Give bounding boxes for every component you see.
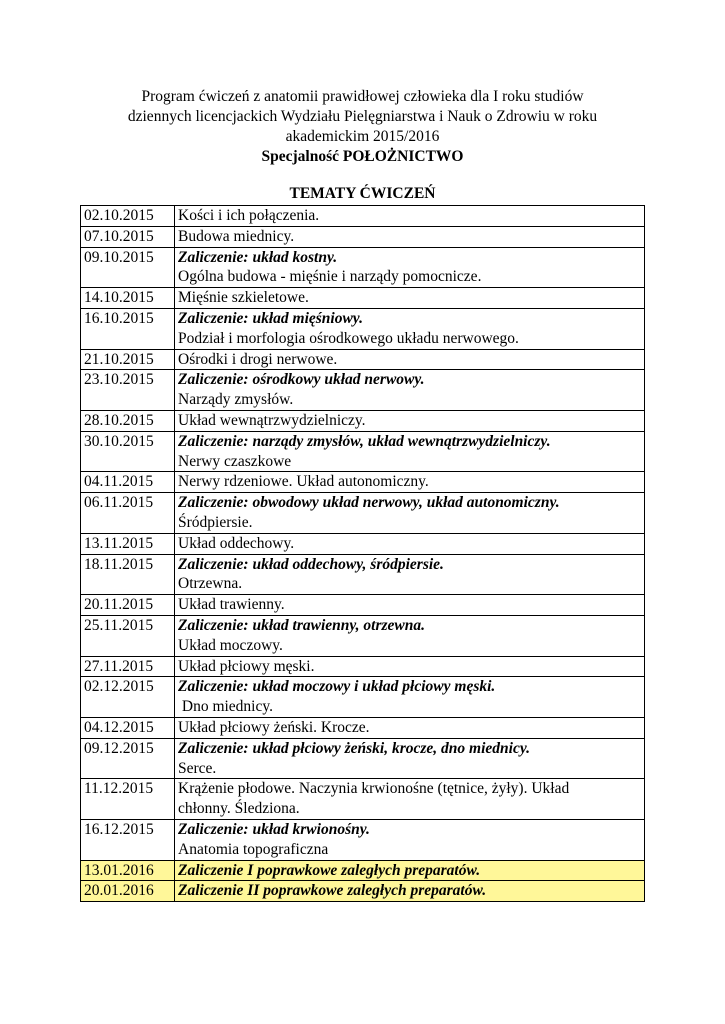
exam-label: Zaliczenie: narządy zmysłów, układ wewnątrzwydzielniczy.	[178, 432, 551, 450]
exam-label: Zaliczenie I poprawkowe zaległych preparatów.	[178, 861, 481, 879]
topic-text: Ośrodki i drogi nerwowe.	[178, 350, 338, 368]
row-date: 04.12.2015	[81, 717, 175, 738]
row-topic	[175, 247, 645, 288]
row-date: 02.12.2015	[81, 677, 175, 718]
exam-label: Zaliczenie: układ oddechowy, śródpiersie.	[178, 555, 444, 573]
exam-label: Zaliczenie: ośrodkowy układ nerwowy.	[178, 371, 425, 389]
table-row	[81, 615, 645, 656]
topic-text: Układ płciowy żeński. Krocze.	[178, 718, 370, 736]
table-row	[81, 533, 645, 554]
table-row	[81, 226, 645, 247]
topic-text: Serce.	[178, 759, 217, 777]
table-row	[81, 472, 645, 493]
table-row	[81, 677, 645, 718]
specialty-title: Specjalność POŁOŻNICTWO	[261, 148, 464, 165]
row-date: 30.10.2015	[81, 431, 175, 472]
exam-label: Zaliczenie: obwodowy układ nerwowy, układ autonomiczny.	[178, 494, 560, 512]
topic-text: Mięśnie szkieletowe.	[178, 289, 309, 307]
table-row	[81, 370, 645, 411]
table-row	[81, 308, 645, 349]
topic-text: Budowa miednicy.	[178, 227, 295, 245]
table-row	[81, 431, 645, 472]
row-topic	[175, 717, 645, 738]
table-row	[81, 206, 645, 227]
row-topic	[175, 677, 645, 718]
row-date: 21.10.2015	[81, 349, 175, 370]
row-topic	[175, 308, 645, 349]
topic-text: Podział i morfologia ośrodkowego układu nerwowego.	[178, 329, 519, 347]
row-date: 13.01.2016	[81, 860, 175, 881]
row-topic	[175, 615, 645, 656]
row-date: 02.10.2015	[81, 206, 175, 227]
table-row	[81, 554, 645, 595]
row-date: 13.11.2015	[81, 533, 175, 554]
topic-text: Układ moczowy.	[178, 636, 283, 654]
table-row	[81, 595, 645, 616]
table-row	[81, 819, 645, 860]
schedule-table	[80, 205, 645, 902]
row-date: 14.10.2015	[81, 288, 175, 309]
table-row	[81, 288, 645, 309]
topic-text: Otrzewna.	[178, 575, 243, 593]
table-row	[81, 717, 645, 738]
schedule-body	[81, 206, 645, 902]
row-topic	[175, 554, 645, 595]
table-row	[81, 656, 645, 677]
row-topic	[175, 349, 645, 370]
row-date: 23.10.2015	[81, 370, 175, 411]
row-date: 25.11.2015	[81, 615, 175, 656]
row-date: 20.01.2016	[81, 881, 175, 902]
topic-text: Układ trawienny.	[178, 596, 285, 614]
topic-text: Krążenie płodowe. Naczynia krwionośne (tętnice, żyły). Układ	[178, 780, 570, 798]
row-topic	[175, 370, 645, 411]
exam-label: Zaliczenie II poprawkowe zaległych preparatów.	[178, 882, 487, 900]
header-line-2: dziennych licencjackich Wydziału Pielęgniarstwa i Nauk o Zdrowiu w roku	[127, 108, 598, 125]
row-topic	[175, 881, 645, 902]
row-date: 16.10.2015	[81, 308, 175, 349]
row-topic	[175, 206, 645, 227]
topic-text: Anatomia topograficzna	[178, 840, 329, 858]
row-date: 09.10.2015	[81, 247, 175, 288]
exam-label: Zaliczenie: układ trawienny, otrzewna.	[178, 616, 426, 634]
topic-text: Układ oddechowy.	[178, 534, 295, 552]
table-row	[81, 247, 645, 288]
row-topic	[175, 595, 645, 616]
row-date: 18.11.2015	[81, 554, 175, 595]
topic-text: Ogólna budowa - mięśnie i narządy pomocnicze.	[178, 268, 482, 286]
exam-label: Zaliczenie: układ krwionośny.	[178, 820, 370, 838]
table-row	[81, 779, 645, 820]
row-topic	[175, 819, 645, 860]
row-date: 28.10.2015	[81, 410, 175, 431]
row-date: 09.12.2015	[81, 738, 175, 779]
table-row	[81, 860, 645, 881]
row-date: 04.11.2015	[81, 472, 175, 493]
section-title: TEMATY ĆWICZEŃ	[289, 185, 436, 202]
row-topic	[175, 431, 645, 472]
exam-label: Zaliczenie: układ kostny.	[178, 248, 338, 266]
row-topic	[175, 738, 645, 779]
exam-label: Zaliczenie: układ moczowy i układ płciowy męski.	[178, 678, 496, 696]
exam-label: Zaliczenie: układ płciowy żeński, krocze, dno miednicy.	[178, 739, 531, 757]
table-row	[81, 738, 645, 779]
topic-text-continued: chłonny. Śledziona.	[178, 800, 300, 818]
topic-text: Śródpiersie.	[178, 513, 253, 531]
topic-text: Kości i ich połączenia.	[178, 207, 320, 224]
row-topic	[175, 656, 645, 677]
row-date: 16.12.2015	[81, 819, 175, 860]
topic-text: Narządy zmysłów.	[178, 391, 294, 409]
row-topic	[175, 533, 645, 554]
row-topic	[175, 493, 645, 534]
header-line-3: akademickim 2015/2016	[285, 128, 440, 145]
topic-text: Nerwy rdzeniowe. Układ autonomiczny.	[178, 473, 429, 491]
row-topic	[175, 472, 645, 493]
table-row	[81, 881, 645, 902]
document-header	[80, 87, 645, 167]
row-topic	[175, 860, 645, 881]
header-line-1: Program ćwiczeń z anatomii prawidłowej człowieka dla I roku studiów	[141, 88, 584, 105]
exam-label: Zaliczenie: układ mięśniowy.	[178, 309, 363, 327]
row-date: 27.11.2015	[81, 656, 175, 677]
table-row	[81, 410, 645, 431]
topic-text: Nerwy czaszkowe	[178, 452, 292, 470]
row-topic	[175, 288, 645, 309]
table-row	[81, 493, 645, 534]
row-topic	[175, 226, 645, 247]
row-topic	[175, 410, 645, 431]
row-topic	[175, 779, 645, 820]
topic-text: Układ płciowy męski.	[178, 657, 315, 675]
row-date: 07.10.2015	[81, 226, 175, 247]
row-date: 11.12.2015	[81, 779, 175, 820]
table-row	[81, 349, 645, 370]
row-date: 20.11.2015	[81, 595, 175, 616]
row-date: 06.11.2015	[81, 493, 175, 534]
topic-text: Układ wewnątrzwydzielniczy.	[178, 411, 366, 429]
topic-text: Dno miednicy.	[178, 698, 273, 716]
